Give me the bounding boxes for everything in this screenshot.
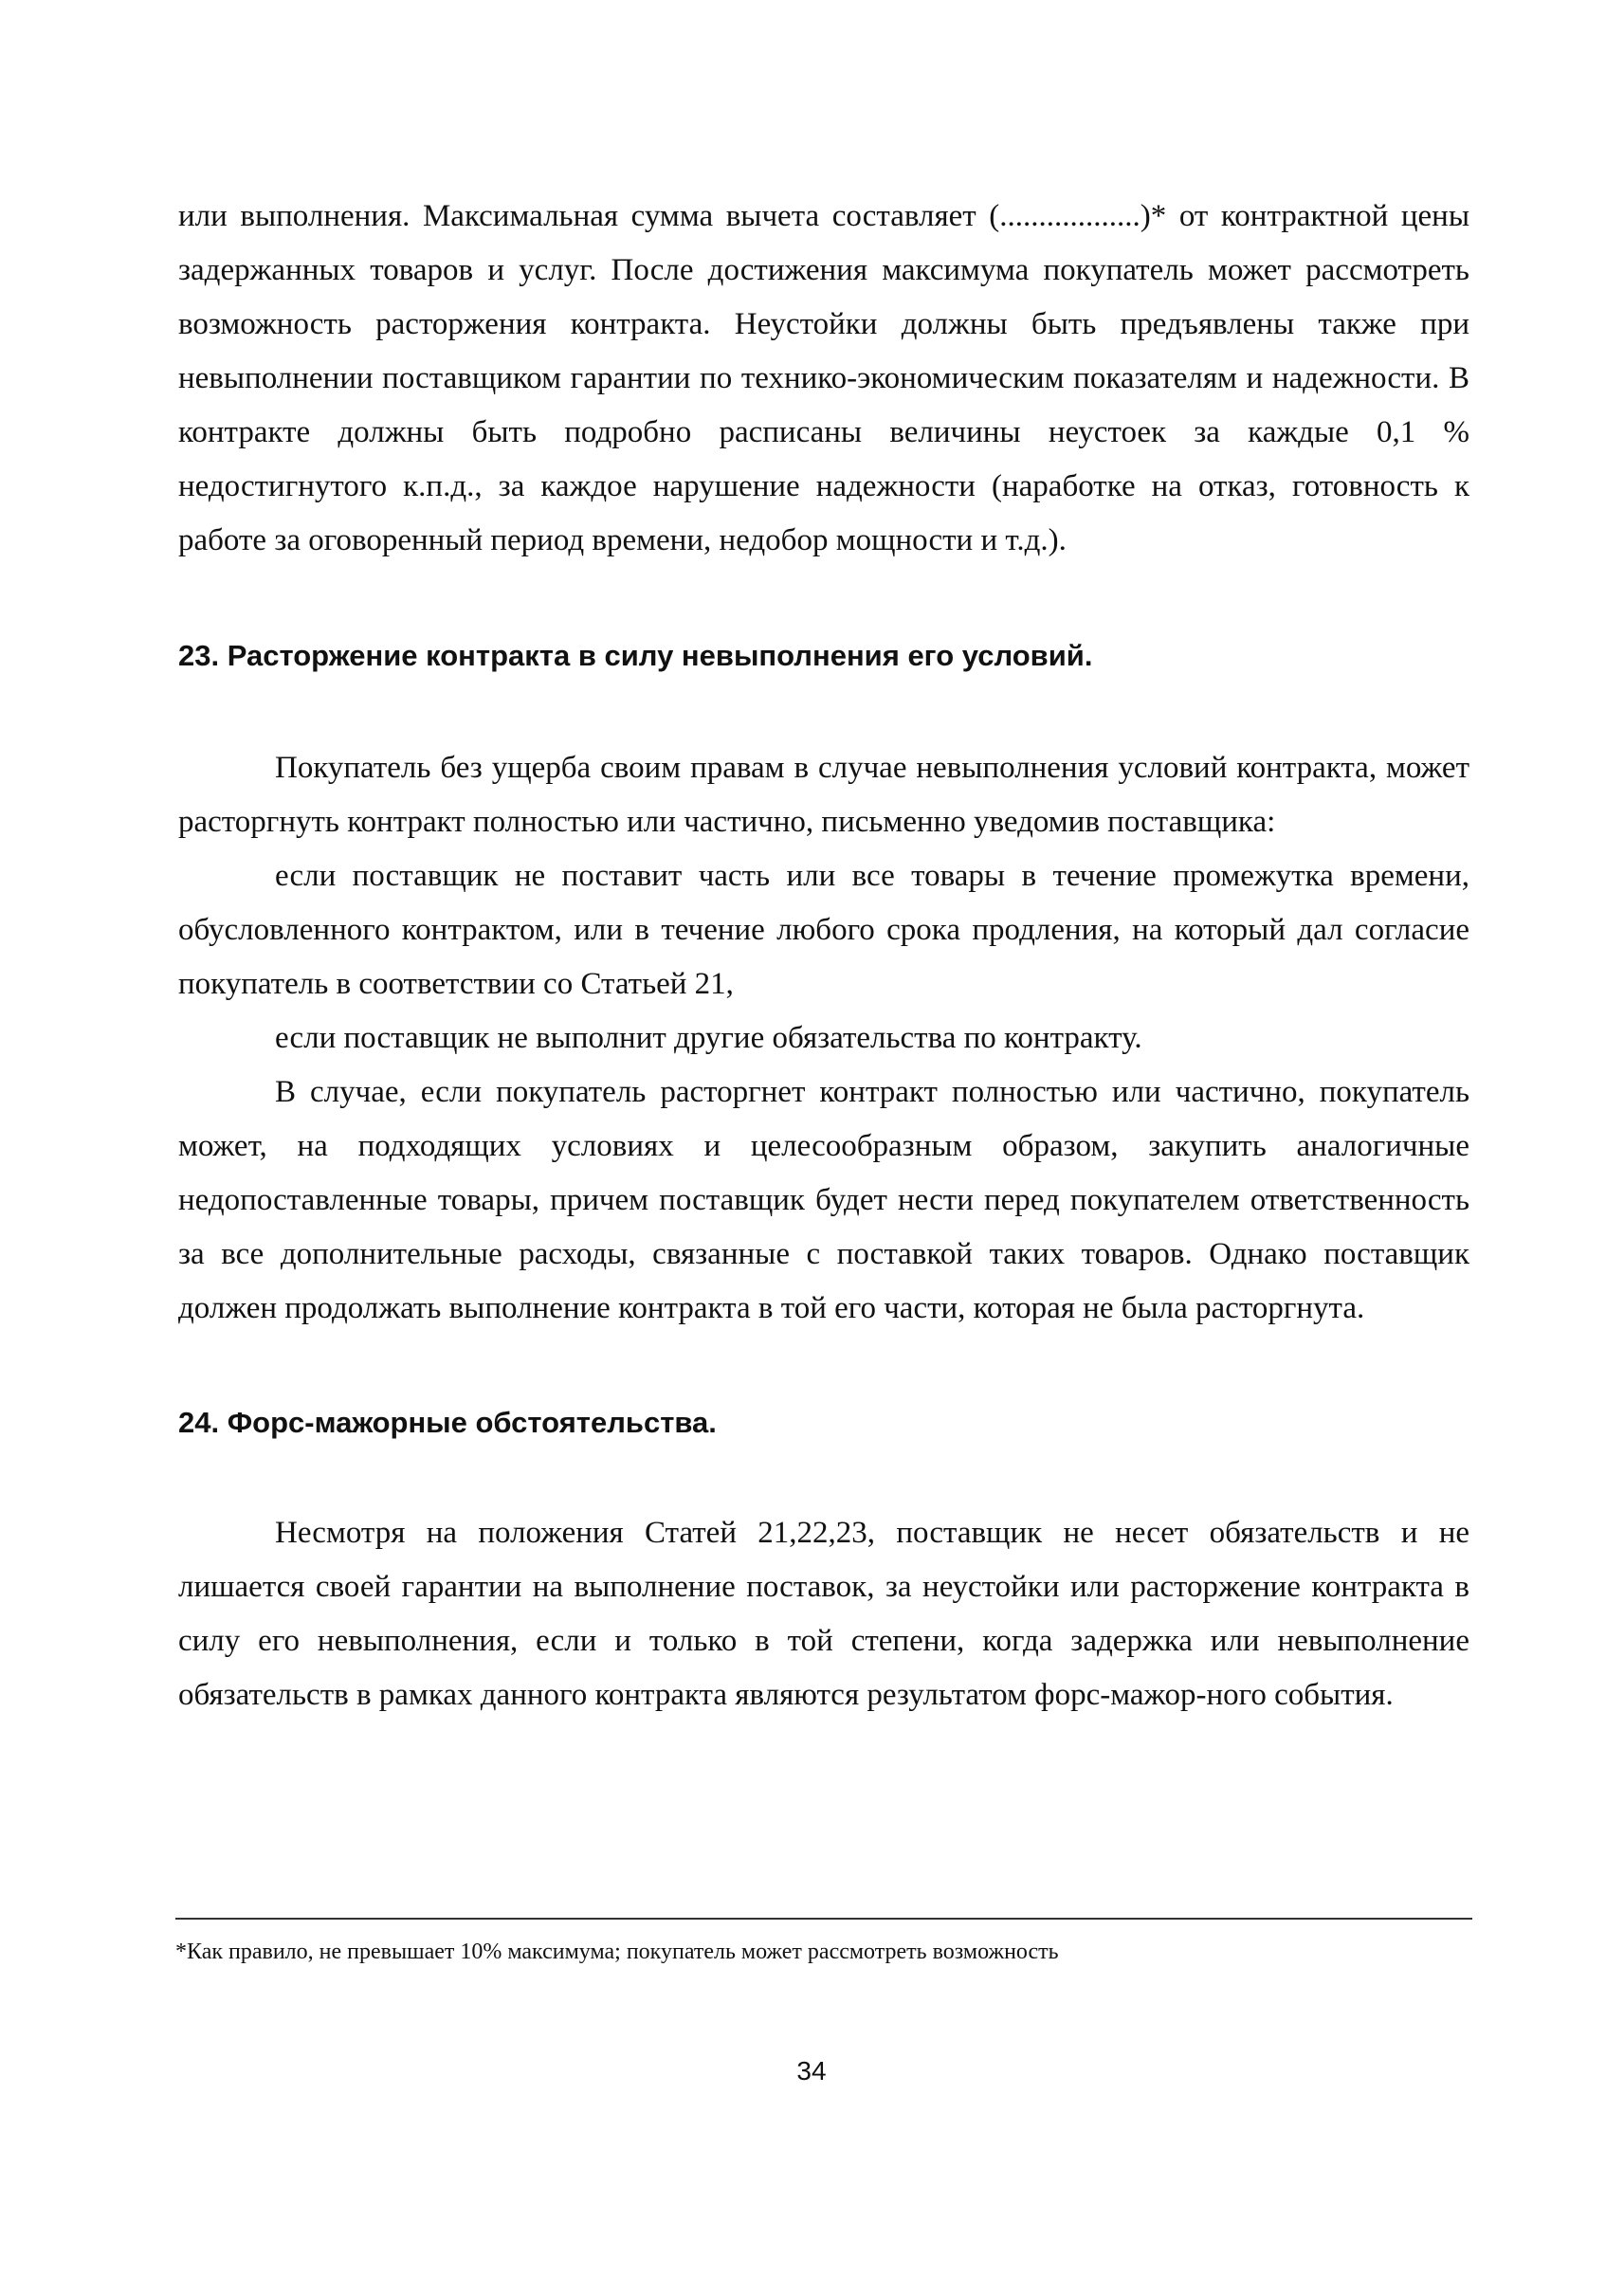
footnote-divider <box>175 1918 1472 1920</box>
page-number: 34 <box>796 2056 827 2086</box>
section-24-heading: 24. Форс-мажорные обстоятельства. <box>178 1406 717 1439</box>
section-23-intro: Покупатель без ущерба своим правам в случае невыполнения условий контракта, может расторгнуть контракт полностью или частично, письменно уведомив поставщика: <box>178 751 1469 839</box>
paragraph-22-continuation: или выполнения. Максимальная сумма вычета составляет (..................)* от контрактной цены задержанных товаров и услуг. После достижения максимума покупатель может рассмотреть возможность расторжения контракта. Неустойки должны быть предъявлены также при невыполнении поставщиком гарантии по технико-экономическим показателям и надежности. В контракте должны быть подробно расписаны величины неустоек за каждые 0,1 % недостигнутого к.п.д., за каждое нарушение надежности (наработке на отказ, готовность к работе за оговоренный период времени, недобор мощности и т.д.). <box>178 199 1469 557</box>
section-23-heading: 23. Расторжение контракта в силу невыполнения его условий. <box>178 639 1093 672</box>
section-23-body <box>178 741 1469 1336</box>
section-24-body: Несмотря на положения Статей 21,22,23, поставщик не несет обязательств и не лишается своей гарантии на выполнение поставок, за неустойки или расторжение контракта в силу его невыполнения, если и только в той степени, когда задержка или невыполнение обязательств в рамках данного контракта являются результатом форс-мажор-ного события. <box>178 1516 1469 1712</box>
footnote: *Как правило, не превышает 10% максимума; покупатель может рассмотреть возможность <box>175 1940 1059 1964</box>
section-23-condition-2: если поставщик не выполнит другие обязательства по контракту. <box>275 1021 1142 1055</box>
page-body <box>178 190 1469 1722</box>
section-23-consequence: В случае, если покупатель расторгнет контракт полностью или частично, покупатель может, на подходящих условиях и целесообразным образом, закупить аналогичные недопоставленные товары, причем поставщик будет нести перед покупателем ответственность за все дополнительные расходы, связанные с поставкой таких товаров. Однако поставщик должен продолжать выполнение контракта в той его части, которая не была расторгнута. <box>178 1075 1469 1325</box>
section-23-condition-1: если поставщик не поставит часть или все товары в течение промежутка времени, обусловленного контрактом, или в течение любого срока продления, на который дал согласие покупатель в соответствии со Статьей 21, <box>178 859 1469 1001</box>
